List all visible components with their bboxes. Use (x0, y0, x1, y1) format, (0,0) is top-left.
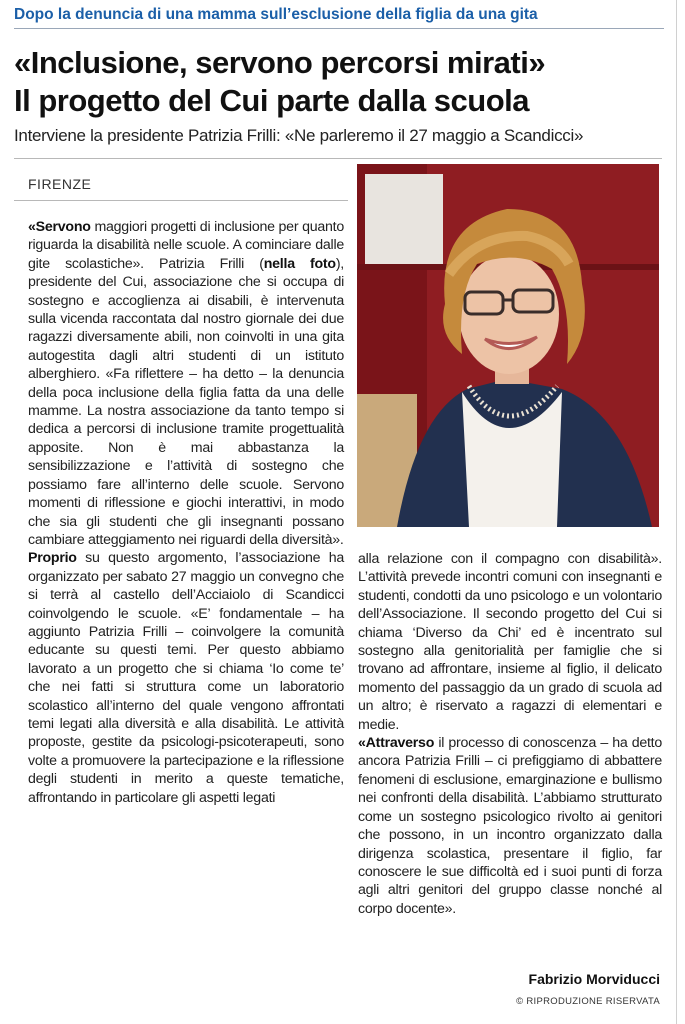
paragraph-text: il processo di conoscenza – ha detto ancora Patrizia Frilli – ci prefiggiamo di abbattere fenomeni di esclusione, emarginazione e bullismo nei confronti della disabilità. L’abbiamo strutturato come un sostegno psicologico rivolto ai genitori che possono, in un incontro organizzato dalla dirigenza scolastica, presentare il figlio, far conoscere le sue difficoltà ed i suoi punti di forza agli altri genitori del gruppo classe nonché al corpo docente». (358, 735, 662, 917)
portrait-illustration (357, 164, 659, 527)
paragraph-lead: «Servono (28, 219, 91, 235)
paragraph-3: alla relazione con il compagno con disabilità». L’attività prevede incontri comuni con insegnanti e studenti, condotti da uno psicologo e un volontario dell’Associazione. Il secondo progetto del Cui si chiama ‘Diverso da Chi’ ed è incentrato sul sostegno alla genitorialità per famiglie che si trovano ad affrontare, insieme al figlio, il delicato momento del passaggio da un grado di scuola ad un altro; è riservato a ragazzi di elementari e medie. (358, 551, 662, 733)
header-divider (14, 158, 662, 159)
portrait-photo (357, 164, 659, 527)
kicker: Dopo la denuncia di una mamma sull’esclusione della figlia da una gita (14, 6, 538, 23)
copyright-notice: © RIPRODUZIONE RISERVATA (516, 996, 660, 1007)
page-edge-line (676, 0, 677, 1024)
paragraph-text: ), presidente del Cui, associazione che si occupa di sostegno e accoglienza ai disabili, è intervenuta sulla vicenda raccontata dal nostro giornale dei due ragazzi diversamente abili, non coinvolti in una gita autogestita dagli altri studenti di un istituto alberghiero. «Fa riflettere – ha detto – la denuncia della poca inclusione della figlia fatta da una delle mamme. La nostra associazione da tanto tempo si dedica a percorsi di inclusione tramite progettualità apposite. Non è mai abbastanza la sensibilizzazione e l’attività di sostegno che possiamo fare all’interno delle scuole. Servono momenti di riflessione e giochi interattivi, in modo che sia gli studenti che gli insegnanti possano cambiare atteggiamento nei riguardi della diversità». (28, 255, 344, 548)
headline-line-1: «Inclusione, servono percorsi mirati» (14, 45, 546, 80)
paragraph-lead: «Attraverso (358, 735, 435, 752)
article-column-2 (358, 550, 662, 918)
photo-reference: nella foto (263, 255, 336, 272)
subheadline: Interviene la presidente Patrizia Frilli: «Ne parleremo il 27 maggio a Scandicci» (14, 126, 584, 145)
headline-line-2: Il progetto del Cui parte dalla scuola (14, 83, 529, 118)
article-column-1 (28, 218, 344, 807)
kicker-divider (14, 28, 664, 29)
paragraph-1 (28, 218, 344, 549)
headline (14, 44, 674, 120)
paragraph-text: su questo argomento, l’associazione ha organizzato per sabato 27 maggio un convegno che si terrà al castello dell’Acciaiolo di Scandicci coinvolgendo le scuole. «E’ fondamentale – ha aggiunto Patrizia Frilli – coinvolgere la comunità educante su questi temi. Per questo abbiamo lavorato a un progetto che si chiama ‘Io come te’ che nei fatti si struttura come un laboratorio scolastico all’interno del quale vengono affrontati temi legati alla diversità e alla disabilità. Le attività proposte, gestite da psicologi-psicoterapeuti, sono volte a promuovere la partecipazione e la riflessione degli studenti in merito a queste tematiche, affrontando in particolare gli aspetti legati (28, 550, 344, 806)
paragraph-lead: Proprio (28, 550, 77, 567)
dateline: FIRENZE (28, 176, 92, 192)
dateline-divider (14, 200, 348, 201)
paragraph-4 (358, 734, 662, 918)
paragraph-2 (28, 549, 344, 807)
author-signature: Fabrizio Morviducci (528, 971, 660, 987)
paragraph-text: maggiori progetti di inclusione per quanto riguarda la disabilità nelle scuole. A cominciare dalle gite scolastiche». Patrizia Frilli ( (28, 219, 344, 272)
